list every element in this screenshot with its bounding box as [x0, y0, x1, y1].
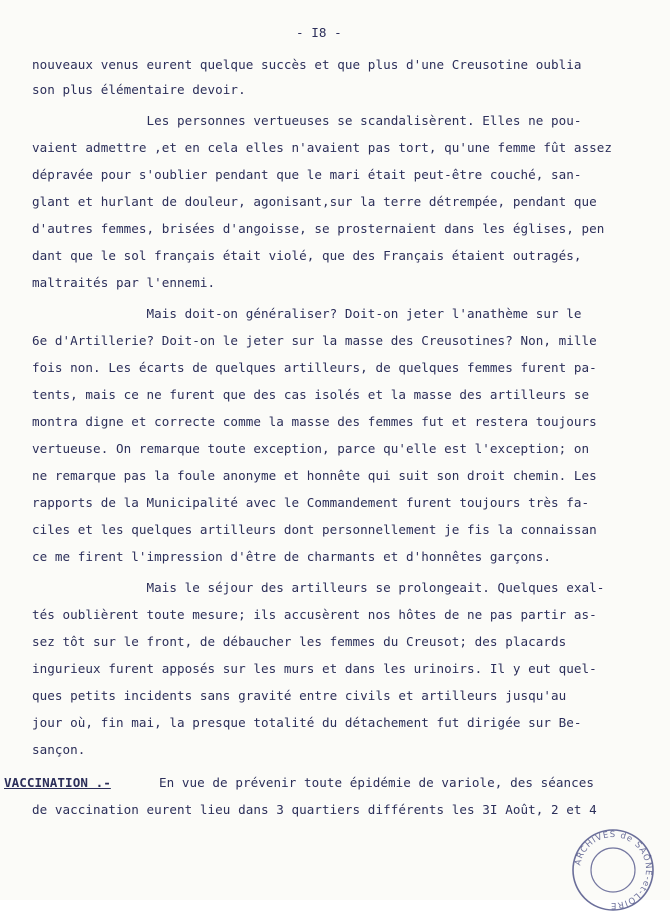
text-line: rapports de la Municipalité avec le Commandement furent toujours très fa- — [32, 495, 590, 510]
text-line: Mais le séjour des artilleurs se prolongeait. Quelques exal- — [32, 580, 605, 595]
text-line: montra digne et correcte comme la masse des femmes fut et restera toujours — [32, 414, 597, 429]
text-line: de vaccination eurent lieu dans 3 quartiers différents les 3I Août, 2 et 4 — [32, 802, 597, 817]
text-line: dant que le sol français était violé, que des Français étaient outragés, — [32, 248, 582, 263]
archive-stamp — [571, 828, 655, 912]
text-line: sançon. — [32, 742, 86, 757]
text-line: Les personnes vertueuses se scandalisèrent. Elles ne pou- — [32, 113, 582, 128]
text-line: son plus élémentaire devoir. — [32, 82, 246, 97]
section-heading-vaccination: VACCINATION .- — [4, 775, 111, 790]
text-line: ingurieux furent apposés sur les murs et dans les urinoirs. Il y eut quel- — [32, 661, 597, 676]
text-line: fois non. Les écarts de quelques artilleurs, de quelques femmes furent pa- — [32, 360, 597, 375]
svg-text:ARCHIVES de SAÔNE-et-LOIRE: ARCHIVES de SAÔNE-et-LOIRE — [573, 829, 654, 911]
text-line: d'autres femmes, brisées d'angoisse, se prosternaient dans les églises, pen — [32, 221, 605, 236]
text-line: ce me firent l'impression d'être de charmants et d'honnêtes garçons. — [32, 549, 551, 564]
text-line: tés oublièrent toute mesure; ils accusèrent nos hôtes de ne pas partir as- — [32, 607, 597, 622]
text-line: vertueuse. On remarque toute exception, parce qu'elle est l'exception; on — [32, 441, 590, 456]
page-number: - I8 - — [296, 25, 342, 40]
text-line: vaient admettre ,et en cela elles n'avaient pas tort, qu'une femme fût assez — [32, 140, 613, 155]
text-line: Mais doit-on généraliser? Doit-on jeter l'anathème sur le — [32, 306, 582, 321]
text-line: 6e d'Artillerie? Doit-on le jeter sur la masse des Creusotines? Non, mille — [32, 333, 597, 348]
text-line: sez tôt sur le front, de débaucher les femmes du Creusot; des placards — [32, 634, 567, 649]
text-line: maltraités par l'ennemi. — [32, 275, 216, 290]
text-line: glant et hurlant de douleur, agonisant,sur la terre détrempée, pendant que — [32, 194, 597, 209]
text-line: ciles et les quelques artilleurs dont personnellement je fis la connaissan — [32, 522, 597, 537]
text-line: ques petits incidents sans gravité entre civils et artilleurs jusqu'au — [32, 688, 567, 703]
text-line: nouveaux venus eurent quelque succès et que plus d'une Creusotine oublia — [32, 57, 582, 72]
text-line: En vue de prévenir toute épidémie de variole, des séances — [159, 775, 595, 790]
text-line: ne remarque pas la foule anonyme et honnête qui suit son droit chemin. Les — [32, 468, 597, 483]
text-line: tents, mais ce ne furent que des cas isolés et la masse des artilleurs se — [32, 387, 590, 402]
text-line: dépravée pour s'oublier pendant que le mari était peut-être couché, san- — [32, 167, 582, 182]
text-line: jour où, fin mai, la presque totalité du détachement fut dirigée sur Be- — [32, 715, 582, 730]
